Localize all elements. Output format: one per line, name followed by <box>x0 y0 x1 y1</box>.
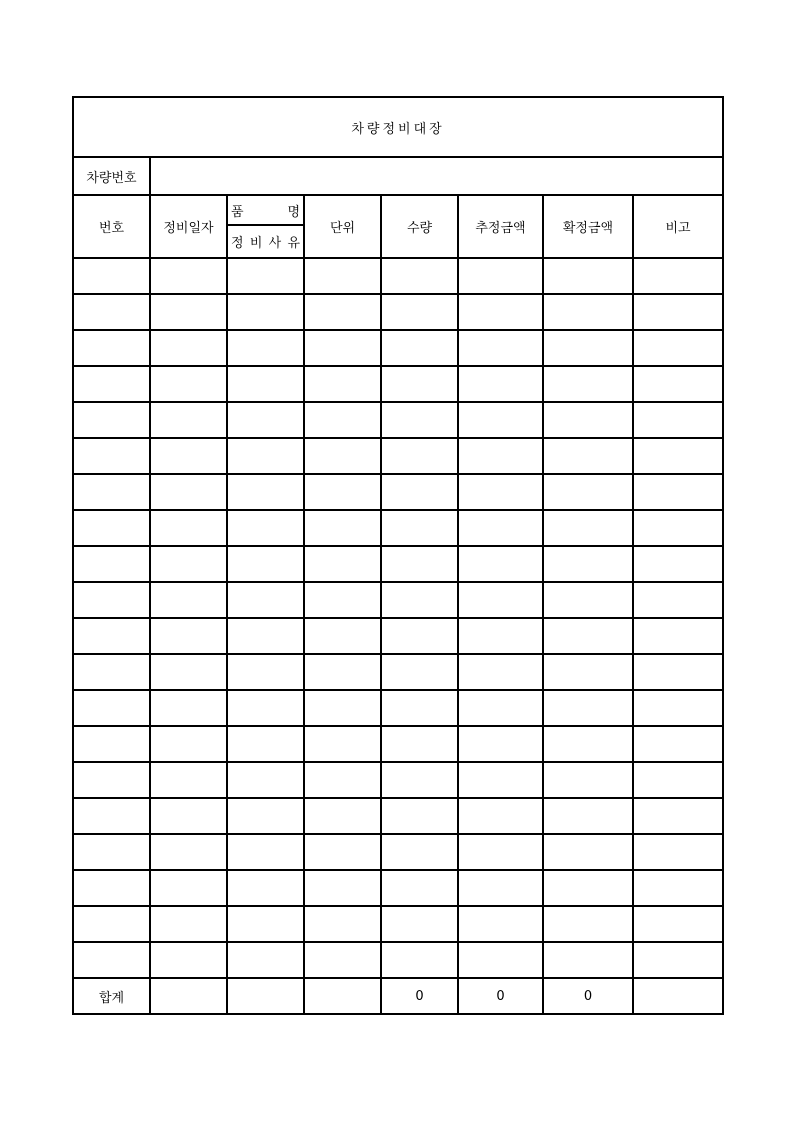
row-note-cell[interactable] <box>633 618 723 654</box>
row-item-cell[interactable] <box>227 618 304 654</box>
row-final-amount-cell[interactable] <box>543 942 633 978</box>
row-date-cell[interactable] <box>150 798 227 834</box>
row-note-cell[interactable] <box>633 798 723 834</box>
row-note-cell[interactable] <box>633 330 723 366</box>
row-final-amount-cell[interactable] <box>543 294 633 330</box>
row-note-cell[interactable] <box>633 366 723 402</box>
table-row <box>73 798 723 834</box>
row-date-cell[interactable] <box>150 510 227 546</box>
row-note-cell[interactable] <box>633 942 723 978</box>
row-qty-cell[interactable] <box>381 942 458 978</box>
header-reason <box>227 225 304 258</box>
header-item-name-char: 명 <box>287 204 300 220</box>
row-est-amount-cell[interactable] <box>458 618 543 654</box>
row-item-cell[interactable] <box>227 438 304 474</box>
row-unit-cell[interactable] <box>304 906 381 942</box>
row-unit-cell[interactable] <box>304 726 381 762</box>
row-unit-cell[interactable] <box>304 942 381 978</box>
vehicle-number-label: 차량번호 <box>73 157 150 195</box>
row-note-cell[interactable] <box>633 834 723 870</box>
row-est-amount-cell[interactable] <box>458 762 543 798</box>
table-row <box>73 366 723 402</box>
row-unit-cell[interactable] <box>304 618 381 654</box>
row-no-cell[interactable] <box>73 618 150 654</box>
row-no-cell[interactable] <box>73 942 150 978</box>
row-date-cell[interactable] <box>150 618 227 654</box>
row-qty-cell[interactable] <box>381 726 458 762</box>
row-unit-cell[interactable] <box>304 366 381 402</box>
total-final-amount[interactable]: 0 <box>543 978 633 1014</box>
row-item-cell[interactable] <box>227 402 304 438</box>
header-est-amount: 추정금액 <box>458 195 543 258</box>
row-item-cell[interactable] <box>227 474 304 510</box>
row-est-amount-cell[interactable] <box>458 294 543 330</box>
row-final-amount-cell[interactable] <box>543 906 633 942</box>
row-final-amount-cell[interactable] <box>543 438 633 474</box>
row-qty-cell[interactable] <box>381 582 458 618</box>
total-item-cell[interactable] <box>227 978 304 1014</box>
table-row <box>73 618 723 654</box>
row-note-cell[interactable] <box>633 906 723 942</box>
header-reason-char: 정 <box>231 236 244 251</box>
row-item-cell[interactable] <box>227 690 304 726</box>
row-note-cell[interactable] <box>633 870 723 906</box>
row-unit-cell[interactable] <box>304 582 381 618</box>
row-final-amount-cell[interactable] <box>543 366 633 402</box>
row-date-cell[interactable] <box>150 726 227 762</box>
maintenance-ledger-table <box>72 96 724 1015</box>
table-row <box>73 294 723 330</box>
row-est-amount-cell[interactable] <box>458 834 543 870</box>
total-label: 합계 <box>73 978 150 1014</box>
maintenance-ledger-sheet <box>72 96 722 1015</box>
row-final-amount-cell[interactable] <box>543 258 633 294</box>
row-date-cell[interactable] <box>150 402 227 438</box>
row-date-cell[interactable] <box>150 330 227 366</box>
row-item-cell[interactable] <box>227 870 304 906</box>
table-row <box>73 510 723 546</box>
row-date-cell[interactable] <box>150 762 227 798</box>
header-date: 정비일자 <box>150 195 227 258</box>
table-row <box>73 330 723 366</box>
row-est-amount-cell[interactable] <box>458 654 543 690</box>
table-row <box>73 546 723 582</box>
row-qty-cell[interactable] <box>381 258 458 294</box>
row-item-cell[interactable] <box>227 330 304 366</box>
header-reason-char: 유 <box>287 236 300 251</box>
row-date-cell[interactable] <box>150 546 227 582</box>
table-row <box>73 942 723 978</box>
row-note-cell[interactable] <box>633 546 723 582</box>
header-reason-char: 비 <box>249 236 263 251</box>
row-est-amount-cell[interactable] <box>458 474 543 510</box>
row-item-cell[interactable] <box>227 366 304 402</box>
table-row <box>73 258 723 294</box>
header-item-name-char: 품 <box>231 204 244 220</box>
total-unit-cell[interactable] <box>304 978 381 1014</box>
row-no-cell[interactable] <box>73 906 150 942</box>
table-row <box>73 654 723 690</box>
table-row <box>73 582 723 618</box>
row-no-cell[interactable] <box>73 258 150 294</box>
row-est-amount-cell[interactable] <box>458 330 543 366</box>
row-date-cell[interactable] <box>150 834 227 870</box>
row-note-cell[interactable] <box>633 726 723 762</box>
row-est-amount-cell[interactable] <box>458 582 543 618</box>
row-final-amount-cell[interactable] <box>543 870 633 906</box>
row-qty-cell[interactable] <box>381 402 458 438</box>
row-item-cell[interactable] <box>227 294 304 330</box>
row-est-amount-cell[interactable] <box>458 402 543 438</box>
row-date-cell[interactable] <box>150 654 227 690</box>
header-unit: 단위 <box>304 195 381 258</box>
row-final-amount-cell[interactable] <box>543 510 633 546</box>
row-unit-cell[interactable] <box>304 294 381 330</box>
row-no-cell[interactable] <box>73 654 150 690</box>
row-date-cell[interactable] <box>150 258 227 294</box>
row-unit-cell[interactable] <box>304 690 381 726</box>
row-date-cell[interactable] <box>150 294 227 330</box>
row-qty-cell[interactable] <box>381 330 458 366</box>
row-no-cell[interactable] <box>73 834 150 870</box>
row-unit-cell[interactable] <box>304 474 381 510</box>
table-row <box>73 870 723 906</box>
row-unit-cell[interactable] <box>304 510 381 546</box>
row-date-cell[interactable] <box>150 474 227 510</box>
row-note-cell[interactable] <box>633 438 723 474</box>
row-unit-cell[interactable] <box>304 654 381 690</box>
row-qty-cell[interactable] <box>381 438 458 474</box>
row-item-cell[interactable] <box>227 546 304 582</box>
row-est-amount-cell[interactable] <box>458 438 543 474</box>
row-note-cell[interactable] <box>633 294 723 330</box>
row-item-cell[interactable] <box>227 906 304 942</box>
row-final-amount-cell[interactable] <box>543 330 633 366</box>
row-date-cell[interactable] <box>150 366 227 402</box>
row-unit-cell[interactable] <box>304 258 381 294</box>
header-no: 번호 <box>73 195 150 258</box>
row-est-amount-cell[interactable] <box>458 690 543 726</box>
row-no-cell[interactable] <box>73 726 150 762</box>
row-qty-cell[interactable] <box>381 618 458 654</box>
row-est-amount-cell[interactable] <box>458 258 543 294</box>
row-qty-cell[interactable] <box>381 474 458 510</box>
total-note-cell[interactable] <box>633 978 723 1014</box>
row-final-amount-cell[interactable] <box>543 546 633 582</box>
row-unit-cell[interactable] <box>304 330 381 366</box>
row-qty-cell[interactable] <box>381 798 458 834</box>
row-est-amount-cell[interactable] <box>458 942 543 978</box>
row-final-amount-cell[interactable] <box>543 690 633 726</box>
row-note-cell[interactable] <box>633 654 723 690</box>
row-final-amount-cell[interactable] <box>543 654 633 690</box>
row-est-amount-cell[interactable] <box>458 546 543 582</box>
total-date-cell[interactable] <box>150 978 227 1014</box>
header-note: 비고 <box>633 195 723 258</box>
table-row <box>73 726 723 762</box>
row-qty-cell[interactable] <box>381 690 458 726</box>
row-note-cell[interactable] <box>633 762 723 798</box>
row-final-amount-cell[interactable] <box>543 402 633 438</box>
row-no-cell[interactable] <box>73 762 150 798</box>
row-unit-cell[interactable] <box>304 402 381 438</box>
row-est-amount-cell[interactable] <box>458 726 543 762</box>
row-final-amount-cell[interactable] <box>543 834 633 870</box>
table-row <box>73 762 723 798</box>
row-final-amount-cell[interactable] <box>543 474 633 510</box>
row-item-cell[interactable] <box>227 654 304 690</box>
row-est-amount-cell[interactable] <box>458 366 543 402</box>
row-item-cell[interactable] <box>227 726 304 762</box>
header-item-name <box>227 195 304 225</box>
row-item-cell[interactable] <box>227 582 304 618</box>
row-date-cell[interactable] <box>150 438 227 474</box>
row-no-cell[interactable] <box>73 330 150 366</box>
total-est-amount[interactable]: 0 <box>458 978 543 1014</box>
row-final-amount-cell[interactable] <box>543 762 633 798</box>
row-est-amount-cell[interactable] <box>458 798 543 834</box>
row-qty-cell[interactable] <box>381 510 458 546</box>
row-item-cell[interactable] <box>227 510 304 546</box>
row-note-cell[interactable] <box>633 690 723 726</box>
row-date-cell[interactable] <box>150 582 227 618</box>
row-no-cell[interactable] <box>73 474 150 510</box>
row-no-cell[interactable] <box>73 402 150 438</box>
row-item-cell[interactable] <box>227 762 304 798</box>
row-date-cell[interactable] <box>150 870 227 906</box>
row-item-cell[interactable] <box>227 258 304 294</box>
row-item-cell[interactable] <box>227 834 304 870</box>
row-qty-cell[interactable] <box>381 906 458 942</box>
row-final-amount-cell[interactable] <box>543 582 633 618</box>
row-date-cell[interactable] <box>150 690 227 726</box>
row-unit-cell[interactable] <box>304 762 381 798</box>
row-unit-cell[interactable] <box>304 870 381 906</box>
row-unit-cell[interactable] <box>304 438 381 474</box>
row-item-cell[interactable] <box>227 798 304 834</box>
total-qty[interactable]: 0 <box>381 978 458 1014</box>
row-note-cell[interactable] <box>633 510 723 546</box>
row-qty-cell[interactable] <box>381 762 458 798</box>
row-qty-cell[interactable] <box>381 654 458 690</box>
row-no-cell[interactable] <box>73 510 150 546</box>
row-est-amount-cell[interactable] <box>458 510 543 546</box>
table-row <box>73 402 723 438</box>
row-qty-cell[interactable] <box>381 294 458 330</box>
row-no-cell[interactable] <box>73 870 150 906</box>
row-est-amount-cell[interactable] <box>458 870 543 906</box>
table-row <box>73 690 723 726</box>
row-est-amount-cell[interactable] <box>458 906 543 942</box>
row-no-cell[interactable] <box>73 798 150 834</box>
row-no-cell[interactable] <box>73 438 150 474</box>
row-date-cell[interactable] <box>150 906 227 942</box>
row-note-cell[interactable] <box>633 474 723 510</box>
row-unit-cell[interactable] <box>304 834 381 870</box>
row-qty-cell[interactable] <box>381 366 458 402</box>
row-unit-cell[interactable] <box>304 546 381 582</box>
table-row <box>73 474 723 510</box>
vehicle-number-field[interactable] <box>150 157 723 195</box>
row-no-cell[interactable] <box>73 546 150 582</box>
header-qty: 수량 <box>381 195 458 258</box>
row-final-amount-cell[interactable] <box>543 726 633 762</box>
row-final-amount-cell[interactable] <box>543 798 633 834</box>
table-row <box>73 438 723 474</box>
row-note-cell[interactable] <box>633 402 723 438</box>
row-no-cell[interactable] <box>73 294 150 330</box>
table-row <box>73 834 723 870</box>
header-reason-char: 사 <box>268 236 282 251</box>
row-note-cell[interactable] <box>633 258 723 294</box>
row-no-cell[interactable] <box>73 690 150 726</box>
row-date-cell[interactable] <box>150 942 227 978</box>
row-qty-cell[interactable] <box>381 834 458 870</box>
header-final-amount: 확정금액 <box>543 195 633 258</box>
row-note-cell[interactable] <box>633 582 723 618</box>
row-qty-cell[interactable] <box>381 870 458 906</box>
page-title: 차량정비대장 <box>73 97 723 157</box>
row-no-cell[interactable] <box>73 366 150 402</box>
table-row <box>73 906 723 942</box>
row-qty-cell[interactable] <box>381 546 458 582</box>
row-final-amount-cell[interactable] <box>543 618 633 654</box>
row-no-cell[interactable] <box>73 582 150 618</box>
row-unit-cell[interactable] <box>304 798 381 834</box>
row-item-cell[interactable] <box>227 942 304 978</box>
